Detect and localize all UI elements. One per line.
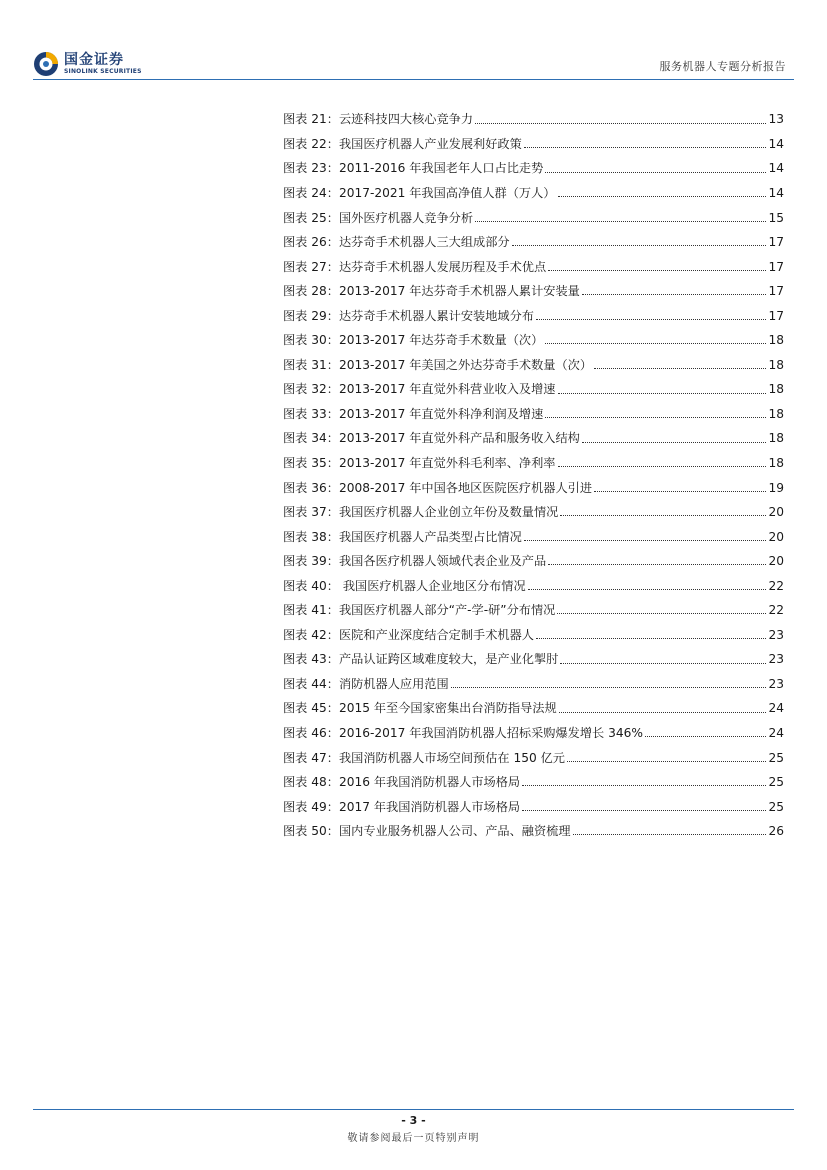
toc-entry-page: 18	[768, 333, 784, 348]
toc-dot-leader	[560, 515, 766, 516]
toc-entry[interactable]	[283, 469, 784, 494]
toc-dot-leader	[545, 417, 766, 418]
toc-entry[interactable]	[283, 739, 784, 764]
toc-entry-label: 图表 33：2013-2017 年直觉外科净利润及增速	[283, 406, 544, 421]
toc-dot-leader	[567, 761, 767, 762]
toc-entry-page: 17	[768, 284, 784, 299]
toc-entry[interactable]	[283, 543, 784, 568]
toc-dot-leader	[475, 221, 766, 222]
toc-entry[interactable]	[283, 396, 784, 421]
toc-entry-label: 图表 47：我国消防机器人市场空间预估在 150 亿元	[283, 750, 565, 765]
toc-dot-leader	[522, 810, 766, 811]
toc-entry-page: 23	[768, 676, 784, 691]
toc-entry-page: 19	[768, 480, 784, 495]
toc-dot-leader	[645, 736, 767, 737]
toc-dot-leader	[522, 785, 766, 786]
toc-entry[interactable]	[283, 101, 784, 126]
toc-dot-leader	[475, 123, 766, 124]
toc-entry-label: 图表 23：2011-2016 年我国老年人口占比走势	[283, 161, 544, 176]
page-number: - 3 -	[401, 1114, 426, 1127]
toc-entry-label: 图表 38：我国医疗机器人产品类型占比情况	[283, 529, 522, 544]
toc-entry-label: 图表 49：2017 年我国消防机器人市场格局	[283, 799, 521, 814]
toc-entry[interactable]	[283, 346, 784, 371]
logo-english-name: SINOLINK SECURITIES	[64, 68, 142, 75]
toc-entry-label: 图表 32：2013-2017 年直觉外科营业收入及增速	[283, 382, 556, 397]
toc-dot-leader	[558, 393, 767, 394]
toc-entry-label: 图表 22：我国医疗机器人产业发展利好政策	[283, 136, 522, 151]
toc-entry[interactable]	[283, 788, 784, 813]
toc-entry-label: 图表 48：2016 年我国消防机器人市场格局	[283, 775, 521, 790]
toc-entry[interactable]	[283, 175, 784, 200]
toc-entry-page: 22	[768, 578, 784, 593]
toc-entry-page: 15	[768, 210, 784, 225]
toc-entry-page: 14	[768, 136, 784, 151]
toc-dot-leader	[548, 564, 766, 565]
toc-dot-leader	[594, 491, 766, 492]
toc-entry-page: 23	[768, 652, 784, 667]
toc-entry-page: 24	[768, 701, 784, 716]
toc-entry-page: 22	[768, 603, 784, 618]
report-title: 服务机器人专题分析报告	[659, 60, 786, 73]
toc-dot-leader	[528, 589, 767, 590]
toc-entry[interactable]	[283, 592, 784, 617]
toc-entry[interactable]	[283, 666, 784, 691]
toc-dot-leader	[545, 172, 766, 173]
toc-entry-label: 图表 46：2016-2017 年我国消防机器人招标采购爆发增长 346%	[283, 726, 643, 741]
toc-entry[interactable]	[283, 371, 784, 396]
toc-entry[interactable]	[283, 445, 784, 470]
toc-entry-label: 图表 29：达芬奇手术机器人累计安装地域分布	[283, 308, 534, 323]
toc-entry-label: 图表 28：2013-2017 年达芬奇手术机器人累计安装量	[283, 284, 580, 299]
toc-entry-page: 25	[768, 775, 784, 790]
toc-entry-page: 23	[768, 627, 784, 642]
toc-entry-page: 18	[768, 406, 784, 421]
toc-dot-leader	[512, 245, 767, 246]
toc-dot-leader	[536, 638, 767, 639]
toc-entry-label: 图表 40： 我国医疗机器人企业地区分布情况	[283, 578, 526, 593]
toc-entry[interactable]	[283, 248, 784, 273]
toc-entry-page: 13	[768, 112, 784, 127]
toc-entry[interactable]	[283, 150, 784, 175]
toc-dot-leader	[536, 319, 767, 320]
toc-entry[interactable]	[283, 126, 784, 151]
toc-entry-label: 图表 44：消防机器人应用范围	[283, 676, 449, 691]
toc-entry[interactable]	[283, 322, 784, 347]
toc-entry-label: 图表 26：达芬奇手术机器人三大组成部分	[283, 235, 510, 250]
company-logo	[33, 50, 142, 78]
toc-dot-leader	[573, 834, 767, 835]
toc-entry-label: 图表 50：国内专业服务机器人公司、产品、融资梳理	[283, 824, 571, 839]
toc-dot-leader	[548, 270, 766, 271]
toc-entry-label: 图表 41：我国医疗机器人部分“产-学-研”分布情况	[283, 603, 556, 618]
toc-entry-page: 20	[768, 505, 784, 520]
toc-entry-page: 17	[768, 308, 784, 323]
toc-entry[interactable]	[283, 764, 784, 789]
toc-entry[interactable]	[283, 690, 784, 715]
toc-entry[interactable]	[283, 518, 784, 543]
header-divider	[33, 79, 794, 80]
toc-entry[interactable]	[283, 273, 784, 298]
toc-entry-label: 图表 42：医院和产业深度结合定制手术机器人	[283, 627, 534, 642]
toc-entry-page: 17	[768, 259, 784, 274]
toc-entry-label: 图表 34：2013-2017 年直觉外科产品和服务收入结构	[283, 431, 580, 446]
toc-entry-label: 图表 36：2008-2017 年中国各地区医院医疗机器人引进	[283, 480, 593, 495]
toc-entry[interactable]	[283, 616, 784, 641]
toc-entry-label: 图表 45：2015 年至今国家密集出台消防指导法规	[283, 701, 557, 716]
toc-entry-page: 17	[768, 235, 784, 250]
toc-entry-page: 18	[768, 357, 784, 372]
toc-entry-page: 18	[768, 431, 784, 446]
toc-entry-page: 24	[768, 726, 784, 741]
toc-dot-leader	[582, 442, 767, 443]
toc-dot-leader	[545, 343, 766, 344]
toc-entry-label: 图表 31：2013-2017 年美国之外达芬奇手术数量（次）	[283, 357, 593, 372]
toc-entry-page: 14	[768, 161, 784, 176]
toc-entry-page: 25	[768, 750, 784, 765]
toc-dot-leader	[560, 663, 766, 664]
toc-entry-page: 20	[768, 529, 784, 544]
figure-index-list	[283, 101, 784, 837]
toc-entry-label: 图表 39：我国各医疗机器人领域代表企业及产品	[283, 554, 547, 569]
toc-entry-label: 图表 30：2013-2017 年达芬奇手术数量（次）	[283, 333, 544, 348]
toc-entry-label: 图表 24：2017-2021 年我国高净值人群（万人）	[283, 185, 556, 200]
toc-entry[interactable]	[283, 420, 784, 445]
toc-entry-page: 18	[768, 382, 784, 397]
toc-dot-leader	[558, 466, 767, 467]
toc-entry[interactable]	[283, 641, 784, 666]
toc-entry-page: 18	[768, 456, 784, 470]
toc-entry-page: 25	[768, 799, 784, 814]
toc-entry-label: 图表 35：2013-2017 年直觉外科毛利率、净利率	[283, 456, 556, 470]
toc-dot-leader	[451, 687, 767, 688]
toc-dot-leader	[582, 294, 767, 295]
toc-entry[interactable]	[283, 813, 784, 838]
toc-dot-leader	[594, 368, 766, 369]
toc-entry-label: 图表 43：产品认证跨区域难度较大，是产业化掣肘	[283, 652, 559, 667]
toc-entry[interactable]	[283, 297, 784, 322]
toc-entry[interactable]	[283, 567, 784, 592]
toc-dot-leader	[557, 613, 766, 614]
disclaimer-note: 敬请参阅最后一页特别声明	[347, 1133, 480, 1144]
toc-dot-leader	[524, 540, 767, 541]
toc-entry-label: 图表 27：达芬奇手术机器人发展历程及手术优点	[283, 259, 547, 274]
toc-entry-label: 图表 21：云迹科技四大核心竞争力	[283, 112, 474, 127]
toc-dot-leader	[558, 196, 767, 197]
toc-entry-label: 图表 37：我国医疗机器人企业创立年份及数量情况	[283, 505, 559, 520]
toc-dot-leader	[559, 712, 767, 713]
toc-entry[interactable]	[283, 494, 784, 519]
toc-entry[interactable]	[283, 715, 784, 740]
toc-dot-leader	[524, 147, 767, 148]
toc-entry[interactable]	[283, 199, 784, 224]
toc-entry[interactable]	[283, 224, 784, 249]
toc-entry-label: 图表 25：国外医疗机器人竞争分析	[283, 210, 474, 225]
toc-entry-page: 26	[768, 824, 784, 839]
sinolink-logo-icon	[33, 51, 59, 77]
page-header	[33, 44, 794, 80]
logo-chinese-name: 国金证券	[64, 52, 124, 68]
footer-divider	[33, 1109, 794, 1110]
toc-entry-page: 14	[768, 185, 784, 200]
toc-entry-page: 20	[768, 554, 784, 569]
